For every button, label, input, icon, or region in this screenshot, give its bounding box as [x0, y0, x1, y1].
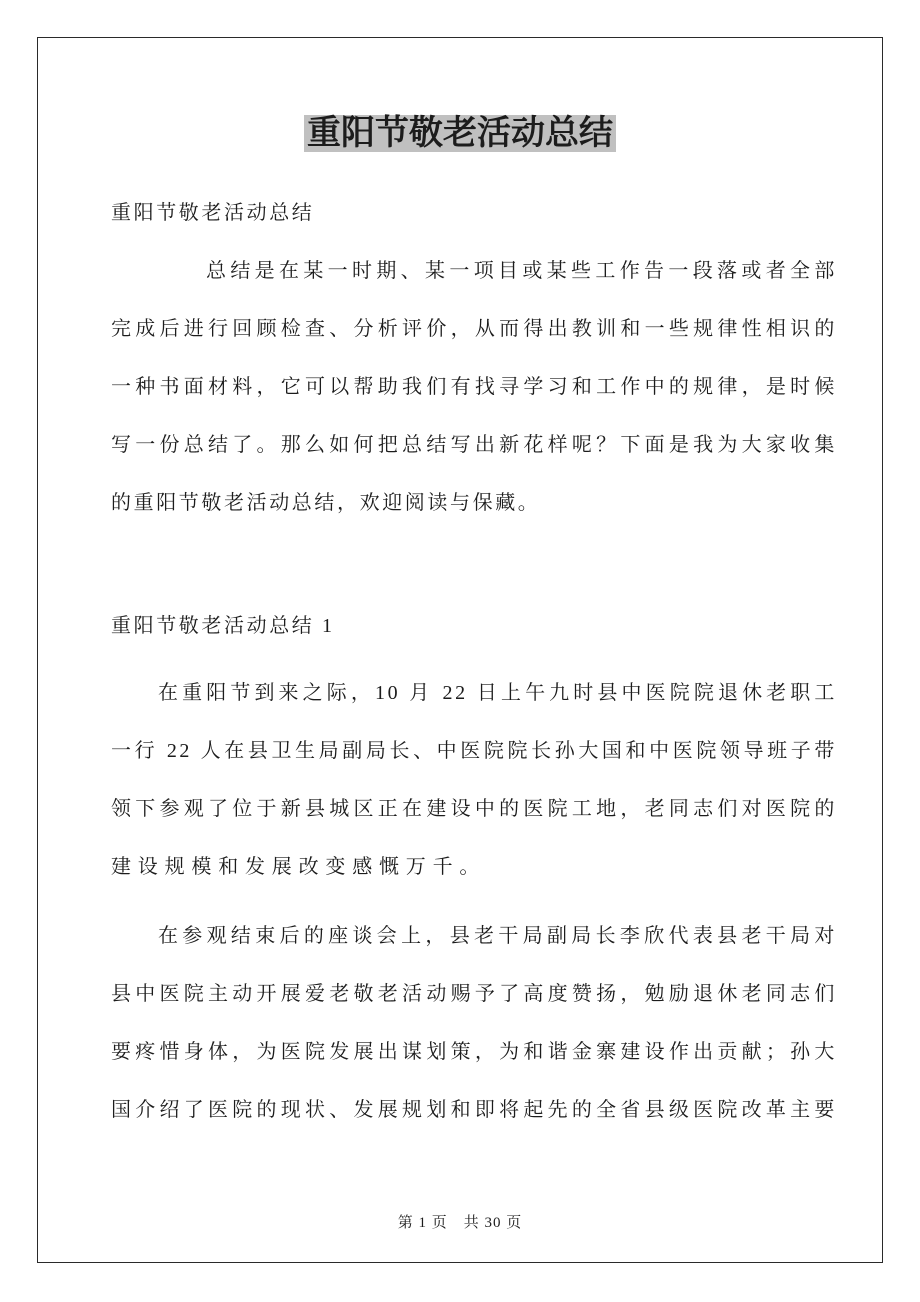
text-line: 领下参观了位于新县城区正在建设中的医院工地，老同志们对医院的	[111, 798, 837, 820]
text-line: 重阳节敬老活动总结	[111, 202, 315, 224]
document-title	[38, 111, 882, 157]
page-number-label: 第 1 页 共 30 页	[397, 1215, 523, 1231]
text-line: 建设规模和发展改变感慨万千。	[111, 856, 487, 878]
text-line: 在重阳节到来之际，10 月 22 日上午九时县中医院院退休老职工	[158, 682, 837, 704]
page-border	[37, 37, 883, 1263]
text-line: 重阳节敬老活动总结 1	[111, 615, 335, 637]
text-line: 县中医院主动开展爱老敬老活动赐予了高度赞扬，勉励退休老同志们	[111, 983, 837, 1005]
title-highlight: 重阳节敬老活动总结	[304, 115, 616, 152]
text-line: 的重阳节敬老活动总结，欢迎阅读与保藏。	[111, 492, 541, 514]
text-line: 在参观结束后的座谈会上，县老干局副局长李欣代表县老干局对	[158, 925, 837, 947]
page-footer	[38, 1211, 882, 1232]
text-line: 国介绍了医院的现状、发展规划和即将起先的全省县级医院改革主要	[111, 1099, 837, 1121]
text-line: 完成后进行回顾检查、分析评价，从而得出教训和一些规律性相识的	[111, 318, 837, 340]
text-line: 一种书面材料，它可以帮助我们有找寻学习和工作中的规律，是时候	[111, 376, 837, 398]
document-body	[38, 184, 882, 1139]
paragraph-gap	[111, 532, 837, 590]
text-line: 要疼惜身体，为医院发展出谋划策，为和谐金寨建设作出贡献；孙大	[111, 1041, 837, 1063]
text-line: 一行 22 人在县卫生局副局长、中医院院长孙大国和中医院领导班子带	[111, 740, 837, 762]
text-line: 写一份总结了。那么如何把总结写出新花样呢？下面是我为大家收集	[111, 434, 837, 456]
text-line: 总结是在某一时期、某一项目或某些工作告一段落或者全部	[206, 260, 837, 282]
